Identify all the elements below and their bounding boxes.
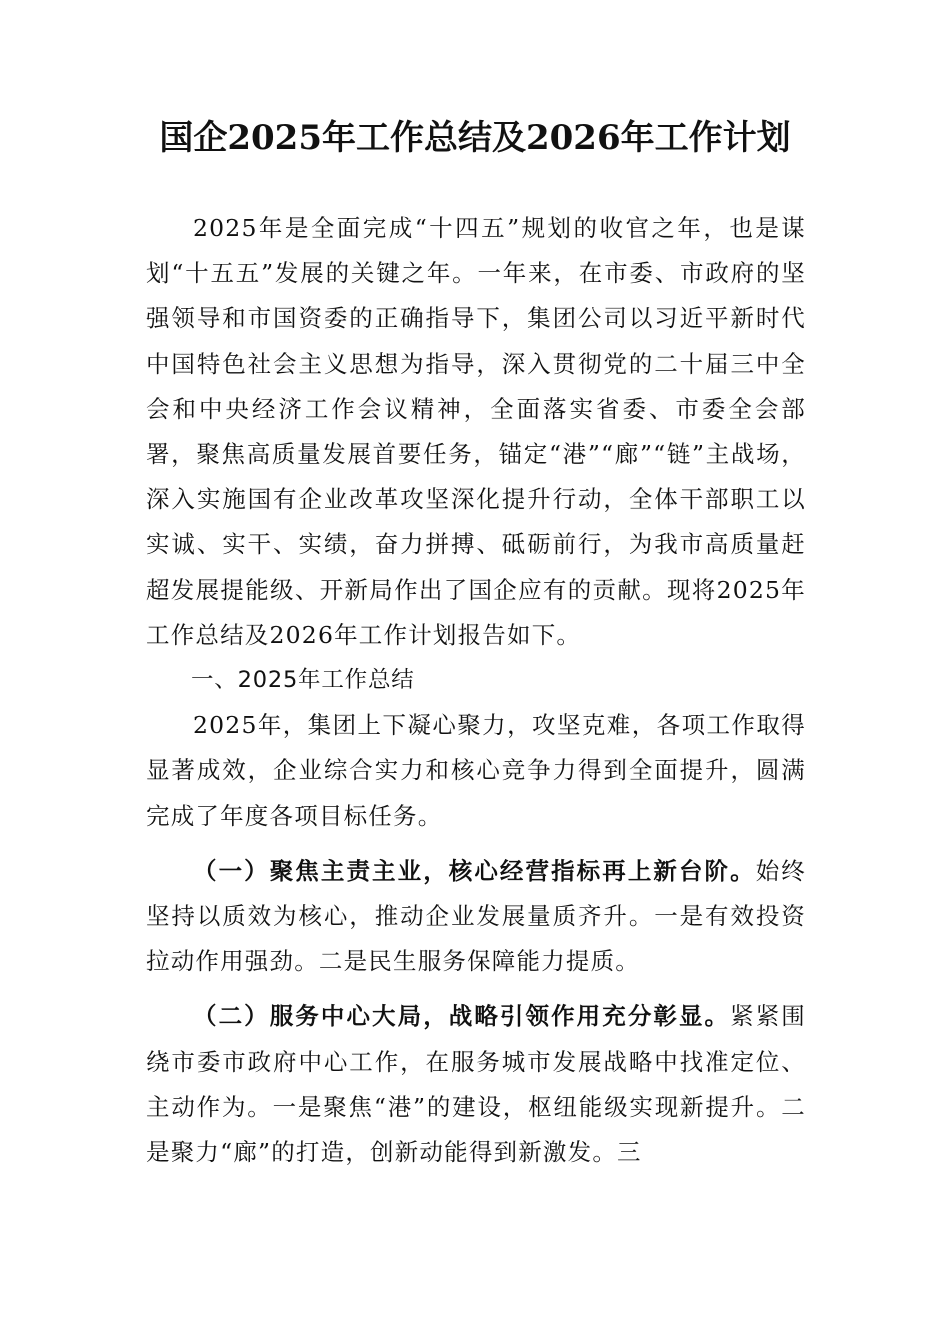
subsection-1-lead: （一）聚焦主责主业，核心经营指标再上新台阶。 [193,856,756,885]
document-title: 国企2025年工作总结及2026年工作计划 [159,118,791,158]
subsection-1-paragraph [146,849,806,985]
subsection-1-text: 始终坚持以质效为核心，推动企业发展量质齐升。一是有效投资拉动作用强劲。二是民生服务保障能力提质。 [146,856,806,976]
document-body [146,206,806,1175]
subsection-2-text: 紧紧围绕市委市政府中心工作，在服务城市发展战略中找准定位、主动作为。一是聚焦“港”的建设，枢纽能级实现新提升。二是聚力“廊”的打造，创新动能得到新激发。三 [146,1002,806,1167]
subsection-2-lead: （二）服务中心大局，战略引领作用充分彰显。 [193,1002,731,1031]
intro-paragraph: 2025年是全面完成“十四五”规划的收官之年，也是谋划“十五五”发展的关键之年。一年来，在市委、市政府的坚强领导和市国资委的正确指导下，集团公司以习近平新时代中国特色社会主义思想为指导，深入贯彻党的二十届三中全会和中央经济工作会议精神，全面落实省委、市委全会部署，聚焦高质量发展首要任务，锚定“港”“廊”“链”主战场，深入实施国有企业改革攻坚深化提升行动，全体干部职工以实诚、实干、实绩，奋力拼搏、砥砺前行，为我市高质量赶超发展提能级、开新局作出了国企应有的贡献。现将2025年工作总结及2026年工作计划报告如下。 [146,214,806,649]
section-heading: 一、2025年工作总结 [191,667,415,694]
subsection-2-paragraph [146,994,806,1175]
section-intro-paragraph: 2025年，集团上下凝心聚力，攻坚克难，各项工作取得显著成效，企业综合实力和核心竞争力得到全面提升，圆满完成了年度各项目标任务。 [146,711,806,830]
